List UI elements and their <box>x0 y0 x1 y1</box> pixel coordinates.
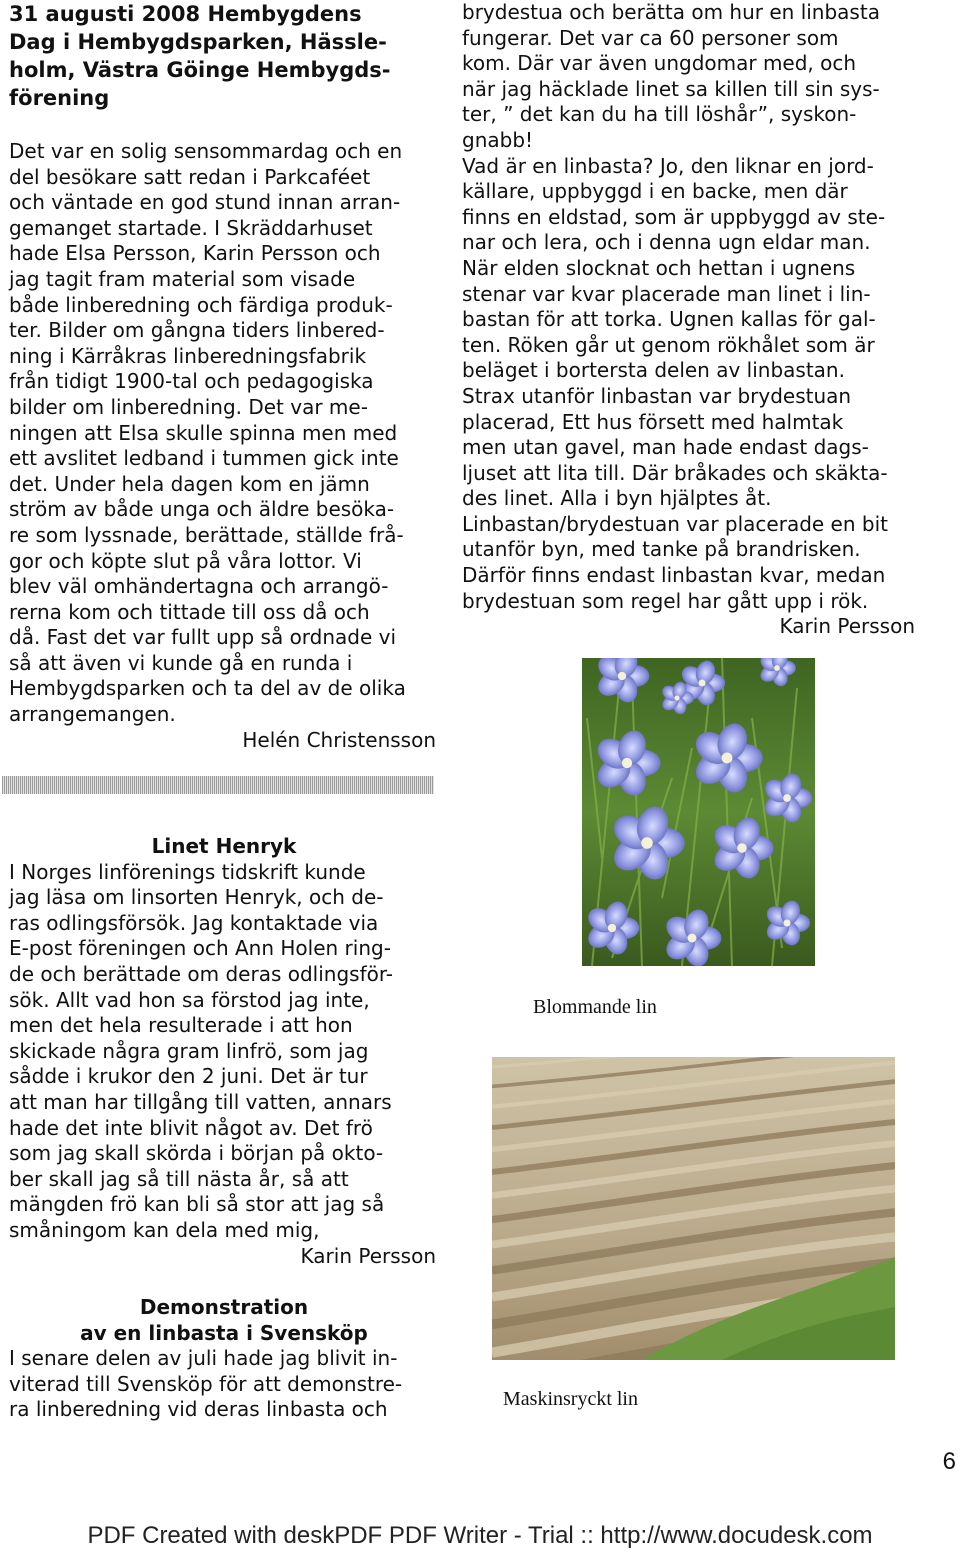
text-line: arrangemangen. <box>9 702 176 727</box>
text-line: viterad till Svensköp för att demonstre- <box>9 1371 403 1396</box>
text-line: men utan gavel, man hade endast dags- <box>462 435 869 460</box>
text-line: re som lyssnade, berättade, ställde frå- <box>9 522 404 547</box>
field-photo-caption: Maskinsryckt lin <box>503 1388 638 1410</box>
text-line: stenar var kvar placerade man linet i lin- <box>462 281 871 306</box>
text-line: både linberedning och färdiga produk- <box>9 292 393 317</box>
flax-flower-image <box>582 658 815 966</box>
text-line: brydestua och berätta om hur en linbasta <box>462 0 880 24</box>
text-line: så att även vi kunde gå en runda i <box>9 650 353 675</box>
text-line: hade Elsa Persson, Karin Persson och <box>9 241 381 266</box>
article-title <box>9 0 439 112</box>
text-line: beläget i bortersta delen av linbastan. <box>462 358 845 383</box>
text-line: fungerar. Det var ca 60 personer som <box>462 25 839 50</box>
text-line: då. Fast det var fullt upp så ordnade vi <box>9 625 397 650</box>
text-line: Hembygdsparken och ta del av de olika <box>9 676 406 701</box>
text-line: ningen att Elsa skulle spinna men med <box>9 420 398 445</box>
text-line: Det var en solig sensommardag och en <box>9 139 403 163</box>
title-line: Demonstration <box>139 1295 309 1319</box>
text-line: utanför byn, med tanke på brandrisken. <box>462 537 861 562</box>
text-line: bilder om linberedning. Det var me- <box>9 394 368 419</box>
text-line: del besökare satt redan i Parkcaféet <box>9 164 371 189</box>
text-line: hade det inte blivit något av. Det frö <box>9 1115 373 1140</box>
author-signature: Karin Persson <box>300 1243 436 1268</box>
title-line: Dag i Hembygdsparken, Hässle- <box>9 30 387 54</box>
text-line: gemanget startade. I Skräddarhuset <box>9 215 373 240</box>
text-line: när jag häcklade linet sa killen till sin sys- <box>462 76 880 101</box>
text-line: E-post föreningen och Ann Holen ring- <box>9 936 391 961</box>
text-line: placerad, Ett hus försett med halmtak <box>462 409 844 434</box>
text-line: och väntade en god stund innan arran- <box>9 190 401 215</box>
text-line: att man har tillgång till vatten, annars <box>9 1089 392 1114</box>
article-hembygdens-dag <box>9 0 439 753</box>
title-line: förening <box>9 86 110 110</box>
text-line: I senare delen av juli hade jag blivit in- <box>9 1346 398 1371</box>
text-line: men det hela resulterade i att hon <box>9 1013 353 1038</box>
text-line: det. Under hela dagen kom en jämn <box>9 471 370 496</box>
text-line: ning i Kärråkras linberedningsfabrik <box>9 343 367 368</box>
article-title <box>9 1295 439 1346</box>
text-line: från tidigt 1900-tal och pedagogiska <box>9 369 374 394</box>
text-line: Därför finns endast linbastan kvar, medan <box>462 563 886 588</box>
text-line: ljuset att lita till. Där bråkades och skäkta- <box>462 460 888 485</box>
text-line: mängden frö kan bli så stor att jag så <box>9 1192 385 1217</box>
flax-field-photo <box>492 1057 895 1360</box>
text-line: brydestuan som regel har gått upp i rök. <box>462 588 869 613</box>
text-line: källare, uppbyggd i en backe, men där <box>462 179 848 204</box>
title-line: 31 augusti 2008 Hembygdens <box>9 2 362 26</box>
text-line: bastan för att torka. Ugnen kallas för gal- <box>462 307 876 332</box>
article-linet-henryk <box>9 834 439 1269</box>
pdf-footer: PDF Created with deskPDF PDF Writer - Trial :: http://www.docudesk.com <box>87 1522 873 1549</box>
text-line: finns en eldstad, som är uppbyggd av ste- <box>462 204 886 229</box>
flax-photo-caption: Blommande lin <box>533 996 657 1018</box>
text-line: sök. Allt vad hon sa förstod jag inte, <box>9 987 370 1012</box>
page-number: 6 <box>942 1448 956 1475</box>
section-divider <box>2 776 434 794</box>
text-line: ter, ” det kan du ha till löshår”, syskon- <box>462 102 857 127</box>
author-signature: Helén Christensson <box>242 727 436 752</box>
text-line: I Norges linförenings tidskrift kunde <box>9 859 366 884</box>
text-line: ter. Bilder om gångna tiders linbered- <box>9 318 385 343</box>
text-line: de och berättade om deras odlingsför- <box>9 961 394 986</box>
text-line: ström av både unga och äldre besöka- <box>9 497 395 522</box>
text-line: ras odlingsförsök. Jag kontaktade via <box>9 910 379 935</box>
article-demonstration <box>9 1295 439 1423</box>
text-line: Linbastan/brydestuan var placerade en bit <box>462 511 888 536</box>
text-line: jag läsa om linsorten Henryk, och de- <box>9 885 384 910</box>
text-line: skickade några gram linfrö, som jag <box>9 1038 369 1063</box>
article-title: Linet Henryk <box>151 834 297 858</box>
article-body <box>9 139 439 753</box>
text-line: sådde i krukor den 2 juni. Det är tur <box>9 1064 368 1089</box>
text-line: Vad är en linbasta? Jo, den liknar en jord- <box>462 153 874 178</box>
text-line: jag tagit fram material som visade <box>9 266 356 291</box>
text-line: småningom kan dela med mig, <box>9 1217 320 1242</box>
flax-flower-photo <box>582 658 815 966</box>
text-line: ten. Röken går ut genom rökhålet som är <box>462 332 875 357</box>
text-line: kom. Där var även ungdomar med, och <box>462 51 857 76</box>
text-line: des linet. Alla i byn hjälptes åt. <box>462 486 772 511</box>
text-line: ber skall jag så till nästa år, så att <box>9 1166 349 1191</box>
text-line: När elden slocknat och hettan i ugnens <box>462 255 856 280</box>
text-line: ett avslitet ledband i tummen gick inte <box>9 446 399 471</box>
text-line: rerna kom och tittade till oss då och <box>9 599 370 624</box>
text-line: nar och lera, och i denna ugn eldar man. <box>462 230 871 255</box>
author-signature: Karin Persson <box>779 614 915 639</box>
text-line: blev väl omhändertagna och arrangö- <box>9 574 389 599</box>
text-line: ra linberedning vid deras linbasta och <box>9 1397 388 1422</box>
title-line: av en linbasta i Svensköp <box>80 1320 368 1345</box>
article-demonstration-continued <box>462 0 917 640</box>
text-line: gnabb! <box>462 127 534 152</box>
text-line: som jag skall skörda i början på okto- <box>9 1141 384 1166</box>
text-line: gor och köpte slut på våra lottor. Vi <box>9 548 362 573</box>
text-line: Strax utanför linbastan var brydestuan <box>462 383 852 408</box>
title-line: holm, Västra Göinge Hembygds- <box>9 58 391 82</box>
flax-field-image <box>492 1057 895 1360</box>
